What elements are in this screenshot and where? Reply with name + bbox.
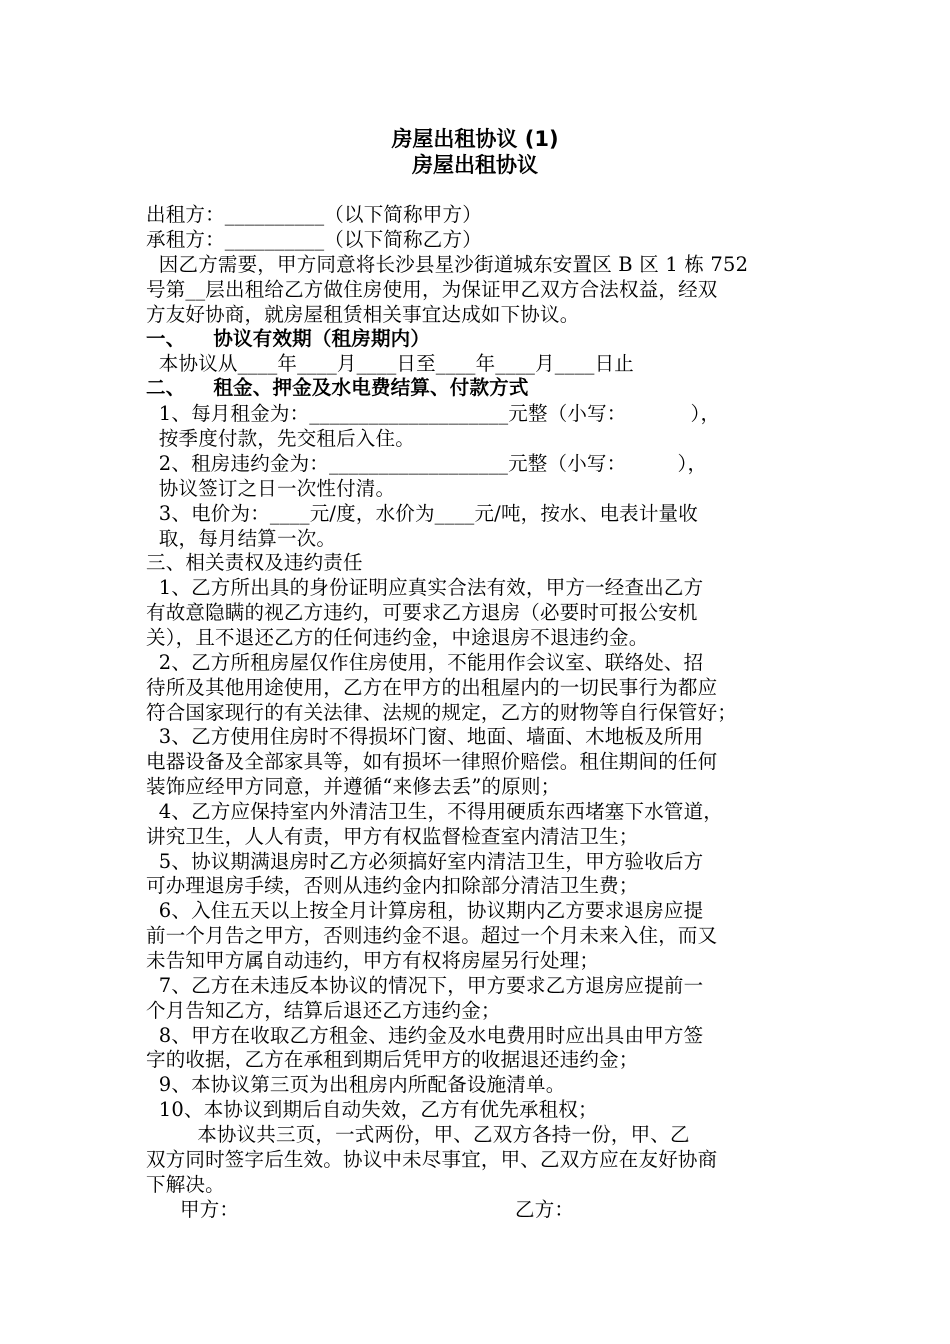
clause-line: 3、乙方使用住房时不得损坏门窗、地面、墙面、木地板及所用	[146, 725, 704, 748]
utility-line: 3、电价为：____元/度，水价为____元/吨，按水、电表计量收	[146, 502, 698, 525]
rent-line: 按季度付款，先交租后入住。	[146, 427, 415, 450]
penalty-line: 2、租房违约金为：__________________元整（小写： ），	[146, 452, 708, 475]
clause-line: 7、乙方在未违反本协议的情况下，甲方要求乙方退房应提前一	[146, 974, 704, 997]
closing-line: 下解决。	[146, 1173, 225, 1196]
closing-line: 双方同时签字后生效。协议中未尽事宜，甲、乙双方应在友好协商	[146, 1148, 718, 1171]
clause-line: 8、甲方在收取乙方租金、违约金及水电费用时应出具由甲方签	[146, 1024, 704, 1047]
clause-line: 有故意隐瞒的视乙方违约，可要求乙方退房（必要时可报公安机	[146, 601, 698, 624]
clause-line: 字的收据，乙方在承租到期后凭甲方的收据退还违约金；	[146, 1048, 639, 1071]
utility-line: 取，每月结算一次。	[146, 527, 337, 550]
clause-line: 4、乙方应保持室内外清洁卫生，不得用硬质东西堵塞下水管道，	[146, 800, 724, 823]
clause-line: 前一个月告之甲方，否则违约金不退。超过一个月未来入住，而又	[146, 924, 718, 947]
clause-line: 2、乙方所租房屋仅作住房使用，不能用作会议室、联络处、招	[146, 651, 704, 674]
party-a-signature-label: 甲方：	[180, 1198, 240, 1221]
clause-line: 10、本协议到期后自动失效，乙方有优先承租权；	[146, 1098, 598, 1121]
clause-line: 可办理退房手续，否则从违约金内扣除部分清洁卫生费；	[146, 874, 639, 897]
intro-line: 方友好协商，就房屋租赁相关事宜达成如下协议。	[146, 303, 580, 326]
clause-line: 个月告知乙方，结算后退还乙方违约金；	[146, 999, 501, 1022]
clause-line: 未告知甲方属自动违约，甲方有权将房屋另行处理；	[146, 949, 600, 972]
clause-line: 1、乙方所出具的身份证明应真实合法有效，甲方一经查出乙方	[146, 576, 704, 599]
clause-line: 待所及其他用途使用，乙方在甲方的出租屋内的一切民事行为都应	[146, 676, 718, 699]
section-2-heading: 二、 租金、押金及水电费结算、付款方式	[146, 376, 529, 399]
clause-line: 5、协议期满退房时乙方必须搞好室内清洁卫生，甲方验收后方	[146, 850, 704, 873]
intro-line: 因乙方需要，甲方同意将长沙县星沙街道城东安置区 B 区 1 栋 752	[146, 253, 749, 276]
lessee-line: 承租方：__________（以下简称乙方）	[146, 228, 482, 251]
clause-line: 电器设备及全部家具等，如有损坏一律照价赔偿。租住期间的任何	[146, 750, 718, 773]
clause-line: 关），且不退还乙方的任何违约金，中途退房不退违约金。	[146, 626, 649, 649]
document-subtitle: 房屋出租协议	[412, 153, 538, 177]
section-1-heading: 一、 协议有效期（租房期内）	[146, 327, 431, 350]
section-3-heading: 三、相关责权及违约责任	[146, 551, 363, 574]
document-title: 房屋出租协议 (1)	[391, 127, 559, 151]
closing-line: 本协议共三页，一式两份，甲、乙双方各持一份，甲、乙	[146, 1123, 690, 1146]
clause-line: 6、入住五天以上按全月计算房租，协议期内乙方要求退房应提	[146, 899, 704, 922]
clause-line: 9、本协议第三页为出租房内所配备设施清单。	[146, 1073, 566, 1096]
penalty-line: 协议签订之日一次性付清。	[146, 477, 396, 500]
clause-line: 讲究卫生，人人有责，甲方有权监督检查室内清洁卫生；	[146, 825, 639, 848]
intro-line: 号第__层出租给乙方做住房使用，为保证甲乙双方合法权益，经双	[146, 278, 718, 301]
rent-line: 1、每月租金为：____________________元整（小写： ），	[146, 402, 721, 425]
clause-line: 装饰应经甲方同意，并遵循“来修去丢”的原则；	[146, 775, 561, 798]
lessor-line: 出租方：__________（以下简称甲方）	[146, 203, 482, 226]
validity-period-line: 本协议从____年____月____日至____年____月____日止	[146, 352, 634, 375]
party-b-signature-label: 乙方：	[515, 1198, 575, 1221]
clause-line: 符合国家现行的有关法律、法规的规定，乙方的财物等自行保管好；	[146, 701, 738, 724]
